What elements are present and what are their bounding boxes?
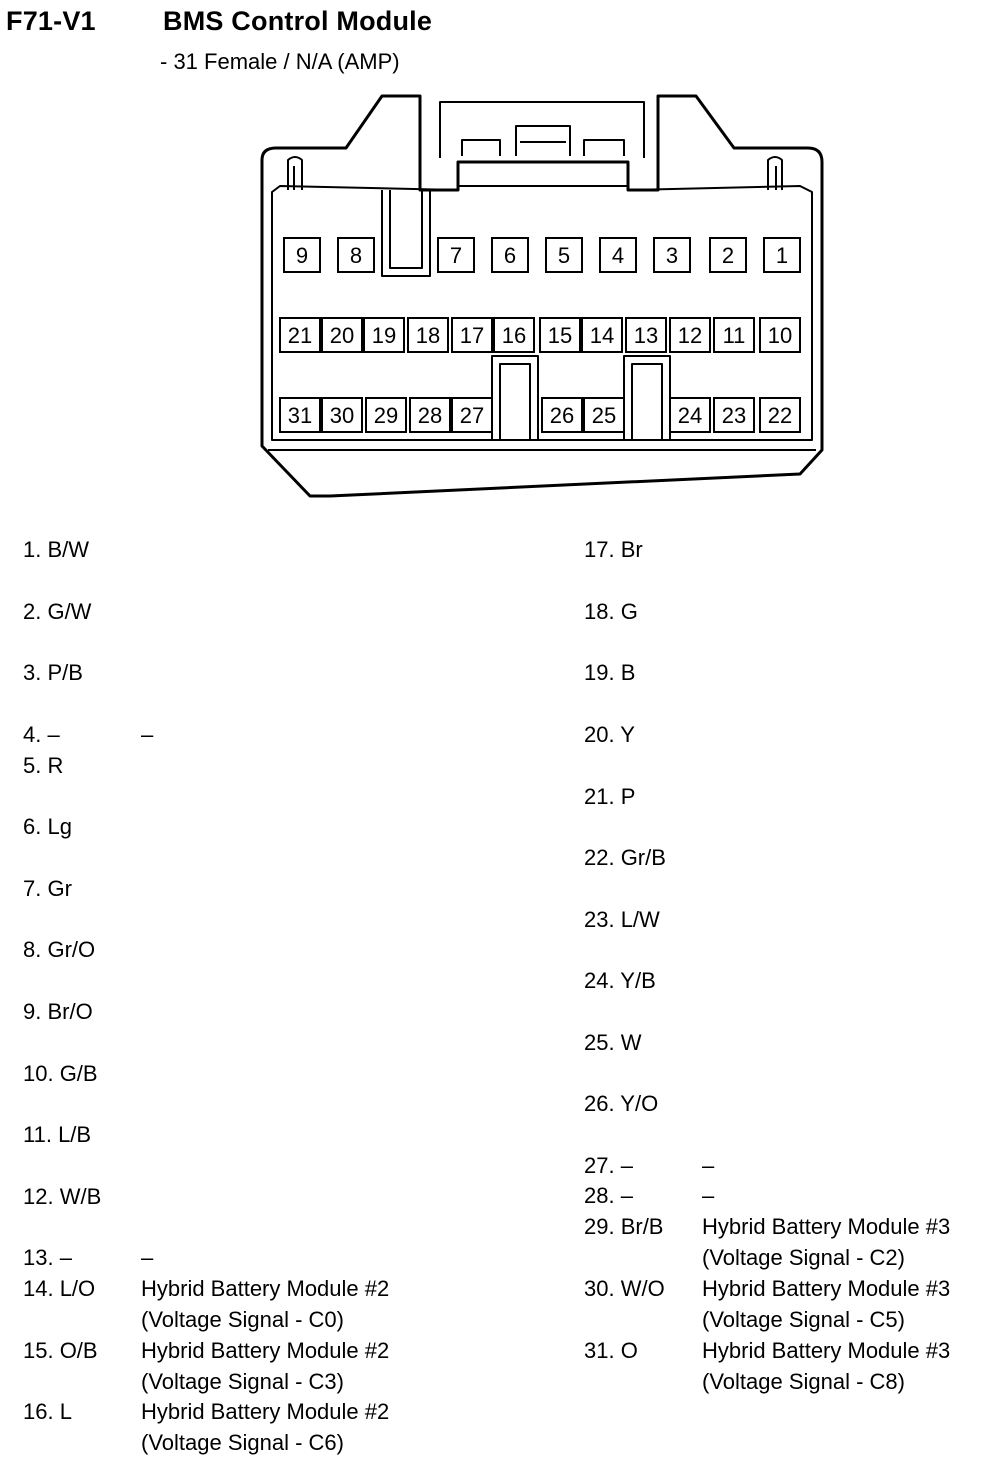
- pin-number-12: 12: [677, 323, 703, 348]
- corner-post-left: [288, 157, 302, 190]
- pin-description: (Voltage Signal - C5): [702, 1307, 905, 1332]
- pin-number-14: 14: [589, 323, 615, 348]
- pin-description: (Voltage Signal - C6): [141, 1430, 344, 1455]
- pin-number-5: 5: [557, 243, 571, 268]
- pin-label: 10. G/B: [23, 1061, 98, 1086]
- pin-label: 20. Y: [584, 722, 635, 747]
- pin-number-4: 4: [611, 243, 625, 268]
- pin-label: 19. B: [584, 660, 636, 685]
- pin-description: –: [702, 1153, 715, 1178]
- pin-label: 4. –: [23, 722, 60, 747]
- pin-label: 3. P/B: [23, 660, 83, 685]
- pin-number-24: 24: [677, 403, 703, 428]
- pin-number-16: 16: [501, 323, 527, 348]
- pin-number-19: 19: [371, 323, 397, 348]
- pin-number-23: 23: [721, 403, 747, 428]
- pin-number-1: 1: [775, 243, 789, 268]
- pin-description: Hybrid Battery Module #2: [141, 1276, 390, 1301]
- pin-number-8: 8: [349, 243, 363, 268]
- pin-label: 7. Gr: [23, 876, 72, 901]
- pin-number-13: 13: [633, 323, 659, 348]
- pin-label: 23. L/W: [584, 907, 660, 932]
- pin-description: (Voltage Signal - C3): [141, 1369, 344, 1394]
- pin-description: –: [141, 1245, 154, 1270]
- pin-label: 17. Br: [584, 537, 643, 562]
- pin-label: 9. Br/O: [23, 999, 93, 1024]
- pin-number-18: 18: [415, 323, 441, 348]
- pin-description: –: [702, 1183, 715, 1208]
- pin-description: Hybrid Battery Module #2: [141, 1399, 390, 1424]
- pin-number-10: 10: [767, 323, 793, 348]
- pin-label: 11. L/B: [23, 1122, 92, 1147]
- pin-number-26: 26: [549, 403, 575, 428]
- pin-number-11: 11: [722, 323, 746, 348]
- bottom-key-right: [624, 356, 670, 440]
- pin-label: 18. G: [584, 599, 638, 624]
- pin-label: 22. Gr/B: [584, 845, 666, 870]
- pin-number-20: 20: [329, 323, 355, 348]
- connector-subtitle: - 31 Female / N/A (AMP): [160, 49, 400, 74]
- pin-label: 15. O/B: [23, 1338, 98, 1363]
- pin-label: 2. G/W: [23, 599, 92, 624]
- pin-label: 24. Y/B: [584, 968, 656, 993]
- pin-number-28: 28: [417, 403, 443, 428]
- pin-description: (Voltage Signal - C2): [702, 1245, 905, 1270]
- pin-label: 25. W: [584, 1030, 642, 1055]
- latch-housing: [440, 102, 644, 158]
- pin-description: Hybrid Battery Module #3: [702, 1214, 951, 1239]
- pin-label: 27. –: [584, 1153, 633, 1178]
- bottom-key-left: [492, 356, 538, 440]
- pin-label: 21. P: [584, 784, 636, 809]
- page-title: BMS Control Module: [163, 6, 433, 36]
- pin-number-3: 3: [665, 243, 679, 268]
- corner-post-right: [768, 157, 782, 190]
- pin-description: Hybrid Battery Module #2: [141, 1338, 390, 1363]
- pin-label: 8. Gr/O: [23, 937, 96, 962]
- pin-label: 14. L/O: [23, 1276, 96, 1301]
- pin-label: 28. –: [584, 1183, 633, 1208]
- pin-label: 16. L: [23, 1399, 72, 1424]
- pin-label: 13. –: [23, 1245, 72, 1270]
- pin-number-21: 21: [287, 323, 313, 348]
- pin-description: Hybrid Battery Module #3: [702, 1338, 951, 1363]
- pin-number-31: 31: [287, 403, 313, 428]
- pin-label: 30. W/O: [584, 1276, 665, 1301]
- pin-number-22: 22: [767, 403, 793, 428]
- pin-label: 6. Lg: [23, 814, 72, 839]
- pin-number-25: 25: [591, 403, 617, 428]
- pin-number-6: 6: [503, 243, 517, 268]
- pin-description: (Voltage Signal - C0): [141, 1307, 344, 1332]
- pin-number-17: 17: [459, 323, 485, 348]
- pin-number-27: 27: [459, 403, 485, 428]
- pin-description: (Voltage Signal - C8): [702, 1369, 905, 1394]
- pin-number-15: 15: [547, 323, 573, 348]
- pin-label: 12. W/B: [23, 1184, 102, 1209]
- pin-label: 29. Br/B: [584, 1214, 664, 1239]
- pin-number-7: 7: [449, 243, 463, 268]
- connector-code: F71-V1: [6, 6, 96, 36]
- pin-label: 31. O: [584, 1338, 638, 1363]
- pin-number-2: 2: [721, 243, 735, 268]
- pin-label: 5. R: [23, 753, 64, 778]
- latch-tab: [462, 126, 624, 156]
- pin-label: 1. B/W: [23, 537, 90, 562]
- pin-description: Hybrid Battery Module #3: [702, 1276, 951, 1301]
- connector-housing-outline: [262, 96, 822, 496]
- pin-number-30: 30: [329, 403, 355, 428]
- pin-description: –: [141, 722, 154, 747]
- pin-label: 26. Y/O: [584, 1091, 659, 1116]
- locating-key: [382, 190, 430, 276]
- pin-number-29: 29: [373, 403, 399, 428]
- pin-number-9: 9: [295, 243, 309, 268]
- connector-face-diagram: [0, 0, 998, 510]
